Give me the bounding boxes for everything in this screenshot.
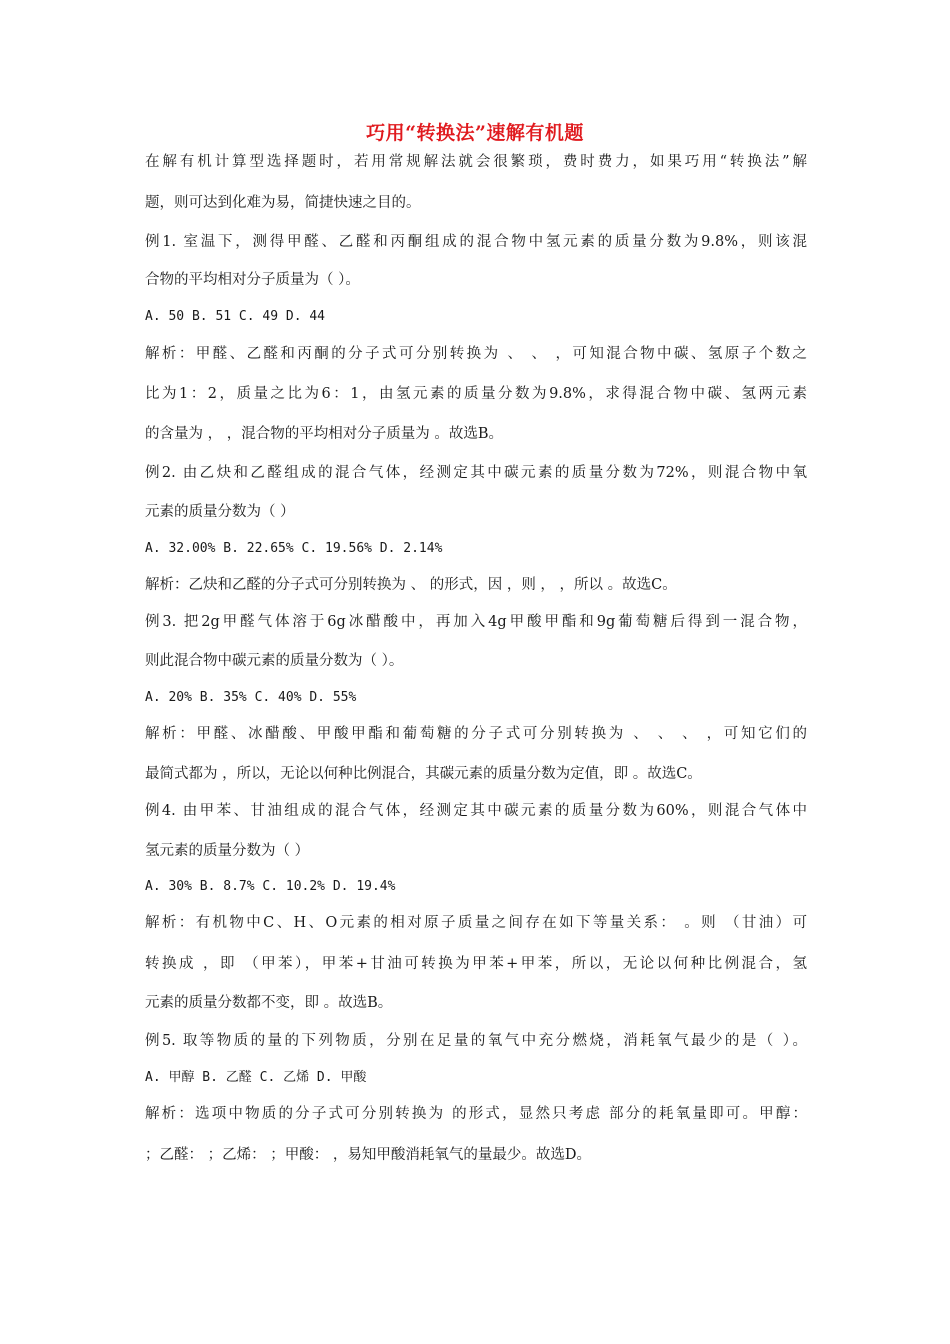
example-2-question-line-2: 元素的质量分数为（ ） [145, 504, 295, 520]
example-4-analysis-line-3: 元素的质量分数都不变，即 。故选B。 [145, 995, 393, 1011]
intro-line-2: 题，则可达到化难为易，简捷快速之目的。 [145, 195, 421, 211]
example-4-analysis-line-2: 转换成 ，即 （甲苯），甲苯+甘油可转换为甲苯+甲苯，所以，无论以何种比例混合，氢 [145, 956, 807, 972]
example-4-analysis-line-1: 解析：有机物中C、H、O元素的相对原子质量之间存在如下等量关系： 。则 （甘油）可 [145, 915, 807, 931]
example-2-options: A. 32.00% B. 22.65% C. 19.56% D. 2.14% [145, 541, 443, 556]
example-1-analysis-line-2: 比为1：2，质量之比为6：1，由氢元素的质量分数为9.8%，求得混合物中碳、氢两元素 [145, 386, 807, 402]
document-title: 巧用“转换法”速解有机题 [366, 122, 584, 144]
example-4-question-line-2: 氢元素的质量分数为（ ） [145, 843, 310, 859]
example-2-question-line-1: 例2. 由乙炔和乙醛组成的混合气体，经测定其中碳元素的质量分数为72%，则混合物中氧 [145, 465, 807, 481]
example-1-options: A. 50 B. 51 C. 49 D. 44 [145, 309, 326, 324]
example-3-options: A. 20% B. 35% C. 40% D. 55% [145, 690, 357, 705]
example-4-options: A. 30% B. 8.7% C. 10.2% D. 19.4% [145, 879, 396, 894]
example-5-analysis-line-2: ；乙醛： ；乙烯： ；甲酸： ，易知甲酸消耗氧气的量最少。故选D。 [145, 1147, 591, 1163]
example-5-analysis-line-1: 解析：选项中物质的分子式可分别转换为 的形式，显然只考虑 部分的耗氧量即可。甲醇： [145, 1106, 807, 1122]
example-1-question-line-2: 合物的平均相对分子质量为（ ）。 [145, 272, 360, 288]
example-3-analysis-line-1: 解析：甲醛、冰醋酸、甲酸甲酯和葡萄糖的分子式可分别转换为 、 、 、 ，可知它们的 [145, 726, 807, 742]
example-2-analysis-line-1: 解析：乙炔和乙醛的分子式可分别转换为 、 的形式，因 ，则 ， ，所以 。故选C。 [145, 577, 677, 593]
example-3-analysis-line-2: 最简式都为 ，所以，无论以何种比例混合，其碳元素的质量分数为定值，即 。故选C。 [145, 766, 702, 782]
example-1-analysis-line-3: 的含量为 ， ，混合物的平均相对分子质量为 。故选B。 [145, 426, 503, 442]
example-3-question-line-2: 则此混合物中碳元素的质量分数为（ ）。 [145, 653, 404, 669]
example-1-question-line-1: 例1. 室温下，测得甲醛、乙醛和丙酮组成的混合物中氢元素的质量分数为9.8%，则该混 [145, 234, 807, 250]
example-1-analysis-line-1: 解析：甲醛、乙醛和丙酮的分子式可分别转换为 、 、 ，可知混合物中碳、氢原子个数之 [145, 346, 807, 362]
example-4-question-line-1: 例4. 由甲苯、甘油组成的混合气体，经测定其中碳元素的质量分数为60%，则混合气体中 [145, 803, 807, 819]
example-5-question-line-1: 例5. 取等物质的量的下列物质，分别在足量的氧气中充分燃烧，消耗氧气最少的是（ ）。 [145, 1033, 807, 1049]
example-5-options: A. 甲醇 B. 乙醛 C. 乙烯 D. 甲酸 [145, 1070, 367, 1085]
example-3-question-line-1: 例3. 把2g甲醛气体溶于6g冰醋酸中，再加入4g甲酸甲酯和9g葡萄糖后得到一混合物， [145, 614, 807, 630]
intro-line-1: 在解有机计算型选择题时，若用常规解法就会很繁琐，费时费力，如果巧用“转换法”解 [145, 154, 807, 170]
